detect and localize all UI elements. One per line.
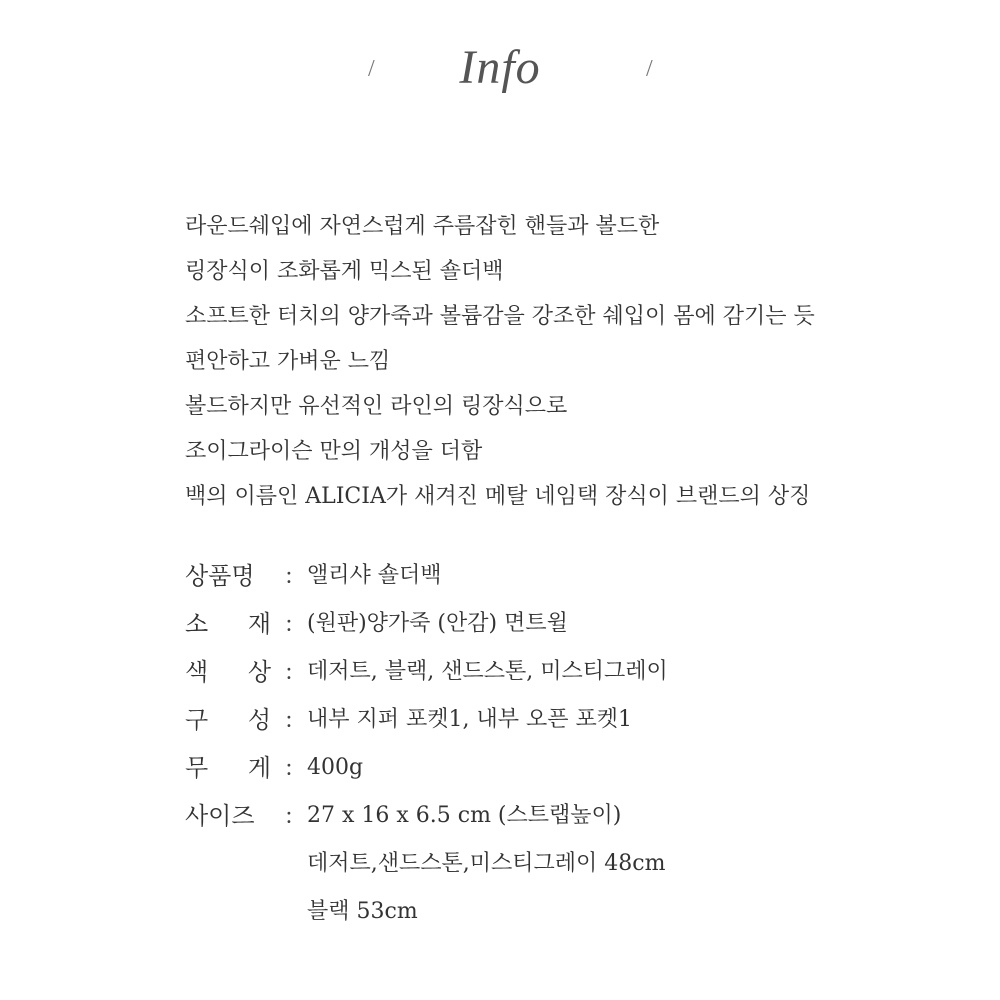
spec-value-composition: 내부 지퍼 포켓1, 내부 오픈 포켓1 (307, 707, 632, 732)
info-header (0, 40, 1000, 110)
info-title: Info (459, 41, 541, 94)
spec-row-product-name (185, 552, 975, 600)
spec-value-size: 27 x 16 x 6.5 cm (스트랩높이) (307, 803, 622, 828)
spec-label-char: 상 (247, 658, 271, 686)
spec-label-product-name (185, 552, 271, 600)
description-line: 소프트한 터치의 양가죽과 볼륨감을 강조한 쉐입이 몸에 감기는 듯 (185, 304, 815, 329)
spec-label-text: 사이즈 (185, 802, 255, 830)
spec-row-material (185, 600, 975, 648)
decorative-slash-left: / (368, 56, 375, 82)
spec-label-char: 소 (185, 610, 209, 638)
spec-label-color (185, 648, 271, 696)
spec-label-char: 게 (247, 754, 271, 782)
spec-colon: : (285, 659, 293, 685)
spec-colon: : (285, 803, 293, 829)
spec-value-strap-height-1: 데저트,샌드스톤,미스티그레이 48cm (307, 851, 666, 876)
spec-label-char: 무 (185, 754, 209, 782)
spec-row-composition (185, 696, 975, 744)
spec-label-char: 재 (247, 610, 271, 638)
product-specs (185, 552, 975, 936)
spec-row-color (185, 648, 975, 696)
spec-value-weight: 400g (307, 755, 364, 780)
spec-colon: : (285, 611, 293, 637)
spec-value-material: (원판)양가죽 (안감) 면트윌 (307, 611, 568, 636)
description-line: 라운드쉐입에 자연스럽게 주름잡힌 핸들과 볼드한 (185, 214, 660, 239)
spec-label-char: 성 (247, 706, 271, 734)
description-line: 조이그라이슨 만의 개성을 더함 (185, 439, 483, 464)
spec-label-material (185, 600, 271, 648)
spec-value-color: 데저트, 블랙, 샌드스톤, 미스티그레이 (307, 659, 668, 684)
spec-colon: : (285, 563, 293, 589)
spec-value-strap-height-2: 블랙 53cm (307, 899, 418, 924)
spec-value-product-name: 앨리샤 숄더백 (307, 563, 442, 588)
description-line: 편안하고 가벼운 느낌 (185, 349, 391, 374)
spec-label-char: 색 (185, 658, 209, 686)
spec-label-composition (185, 696, 271, 744)
spec-row-size (185, 792, 975, 840)
spec-row-weight (185, 744, 975, 792)
spec-label-text: 상품명 (185, 562, 255, 590)
spec-colon: : (285, 707, 293, 733)
description-line: 볼드하지만 유선적인 라인의 링장식으로 (185, 394, 568, 419)
spec-colon: : (285, 755, 293, 781)
spec-label-weight (185, 744, 271, 792)
spec-label-size (185, 792, 271, 840)
description-line: 링장식이 조화롭게 믹스된 숄더백 (185, 259, 504, 284)
description-line: 백의 이름인 ALICIA가 새겨진 메탈 네임택 장식이 브랜드의 상징 (185, 484, 811, 509)
decorative-slash-right: / (646, 56, 653, 82)
spec-label-char: 구 (185, 706, 209, 734)
product-description (185, 204, 985, 519)
